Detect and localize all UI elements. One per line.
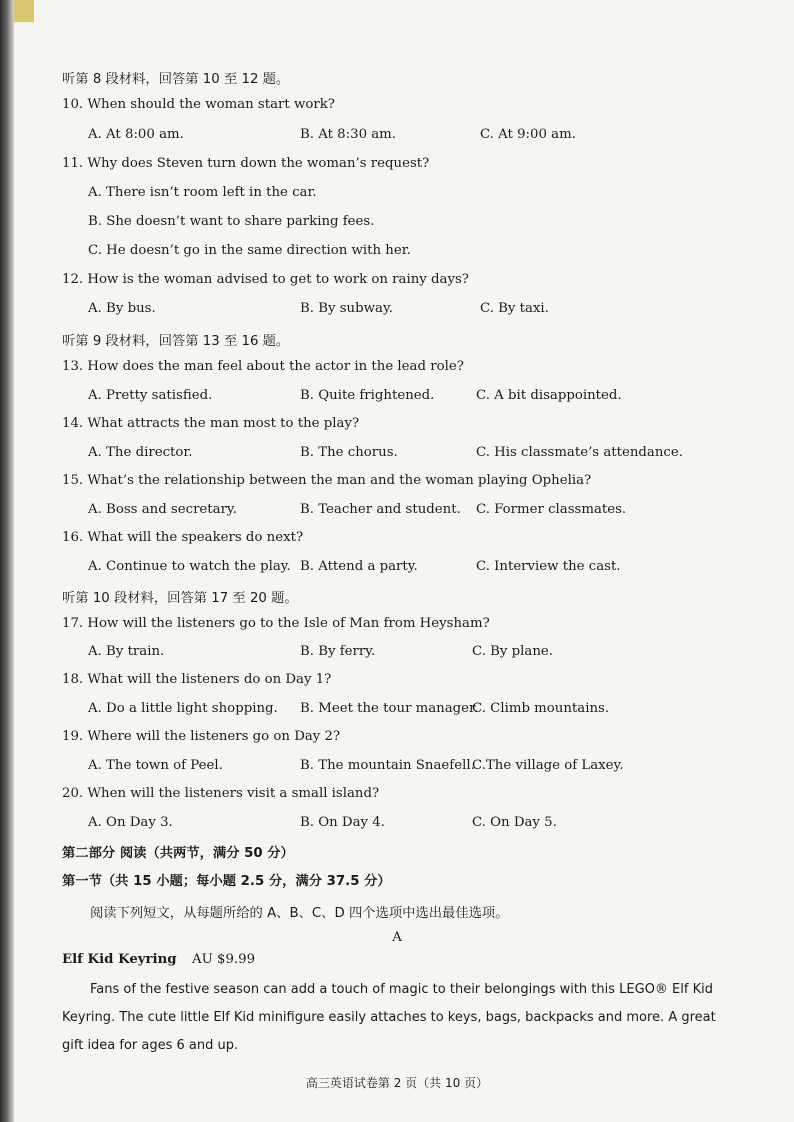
q10-option-b: B. At 8:30 am. [300, 127, 397, 142]
q20-option-b: B. On Day 4. [300, 815, 385, 830]
question-17: 17. How will the listeners go to the Isle of Man from Heysham? [62, 616, 490, 631]
section-10-heading: 听第 10 段材料，回答第 17 至 20 题。 [62, 591, 298, 606]
product-description: Fans of the festive season can add a touch of magic to their belongings with this LEGO® Elf Kid Keyring. The cute little Elf Kid minifigure easily attaches to keys, bags, backpacks and more. A great gift idea for ages 6 and up. [62, 982, 716, 1053]
q16-option-a: A. Continue to watch the play. [88, 559, 291, 574]
q11-option-c: C. He doesn’t go in the same direction with her. [88, 243, 411, 258]
q15-option-b: B. Teacher and student. [300, 502, 461, 517]
question-11: 11. Why does Steven turn down the woman’s request? [62, 156, 430, 171]
section-9-heading: 听第 9 段材料，回答第 13 至 16 题。 [62, 334, 290, 349]
question-19: 19. Where will the listeners go on Day 2? [62, 729, 341, 744]
q14-option-c: C. His classmate’s attendance. [476, 445, 683, 460]
question-18: 18. What will the listeners do on Day 1? [62, 672, 332, 687]
q18-option-a: A. Do a little light shopping. [88, 701, 278, 716]
q10-option-c: C. At 9:00 am. [480, 127, 576, 142]
product-price: AU $9.99 [192, 952, 256, 967]
q13-option-a: A. Pretty satisfied. [88, 388, 213, 403]
question-13: 13. How does the man feel about the actor in the lead role? [62, 359, 464, 374]
question-20: 20. When will the listeners visit a small island? [62, 786, 380, 801]
question-10: 10. When should the woman start work? [62, 97, 335, 112]
q19-option-a: A. The town of Peel. [88, 758, 223, 773]
q19-option-b: B. The mountain Snaefell. [300, 758, 475, 773]
q11-option-a: A. There isn’t room left in the car. [88, 185, 317, 200]
question-15: 15. What’s the relationship between the man and the woman playing Ophelia? [62, 473, 592, 488]
passage-letter: A [392, 930, 402, 945]
reading-instructions: 阅读下列短文，从每题所给的 A、B、C、D 四个选项中选出最佳选项。 [90, 906, 509, 921]
q16-option-c: C. Interview the cast. [476, 559, 621, 574]
question-12: 12. How is the woman advised to get to work on rainy days? [62, 272, 469, 287]
question-14: 14. What attracts the man most to the play? [62, 416, 360, 431]
q17-option-b: B. By ferry. [300, 644, 376, 659]
q11-option-b: B. She doesn’t want to share parking fees. [88, 214, 375, 229]
q12-option-b: B. By subway. [300, 301, 393, 316]
question-16: 16. What will the speakers do next? [62, 530, 304, 545]
q12-option-c: C. By taxi. [480, 301, 549, 316]
q10-option-a: A. At 8:00 am. [88, 127, 184, 142]
scan-edge-shadow [0, 0, 14, 1122]
q20-option-a: A. On Day 3. [88, 815, 173, 830]
q13-option-c: C. A bit disappointed. [476, 388, 622, 403]
product-name: Elf Kid Keyring [62, 952, 177, 967]
part-2-heading: 第二部分 阅读（共两节，满分 50 分） [62, 846, 294, 861]
q17-option-a: A. By train. [88, 644, 165, 659]
q15-option-a: A. Boss and secretary. [88, 502, 237, 517]
q12-option-a: A. By bus. [88, 301, 156, 316]
q14-option-b: B. The chorus. [300, 445, 398, 460]
q15-option-c: C. Former classmates. [476, 502, 627, 517]
q13-option-b: B. Quite frightened. [300, 388, 435, 403]
q14-option-a: A. The director. [88, 445, 193, 460]
page-footer: 高三英语试卷第 2 页（共 10 页） [305, 1076, 489, 1090]
q16-option-b: B. Attend a party. [300, 559, 418, 574]
q19-option-c: C.The village of Laxey. [472, 758, 624, 773]
q20-option-c: C. On Day 5. [472, 815, 557, 830]
q17-option-c: C. By plane. [472, 644, 554, 659]
scan-corner-mark [14, 0, 34, 22]
q18-option-c: C. Climb mountains. [472, 701, 610, 716]
section-1-heading: 第一节（共 15 小题；每小题 2.5 分，满分 37.5 分） [62, 874, 391, 889]
q18-option-b: B. Meet the tour manager. [300, 701, 479, 716]
section-8-heading: 听第 8 段材料，回答第 10 至 12 题。 [62, 72, 290, 87]
